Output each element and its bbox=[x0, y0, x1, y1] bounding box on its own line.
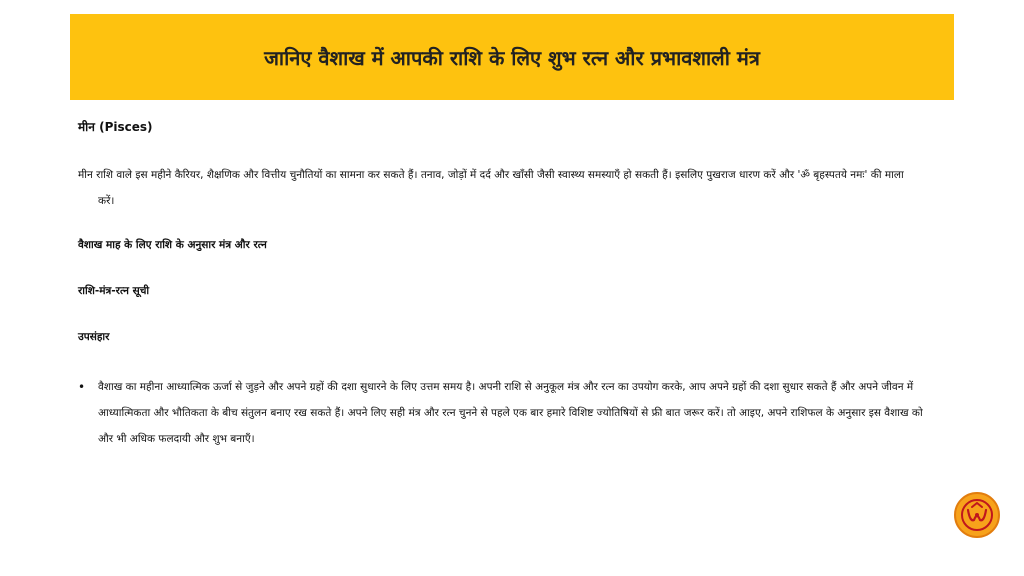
conclusion-list bbox=[78, 374, 938, 452]
logo-mark-icon bbox=[960, 498, 994, 532]
rashi-list-heading: राशि-मंत्र-रत्न सूची bbox=[78, 285, 150, 297]
sign-description bbox=[78, 162, 938, 214]
sign-description-line2: करें। bbox=[98, 195, 115, 207]
conclusion-text: वैशाख का महीना आध्यात्मिक ऊर्जा से जुड़ने और अपने ग्रहों की दशा सुधारने के लिए उत्तम समय है। अपनी राशि से अनुकूल मंत्र और रत्न का उपयोग करके, आप अपने ग्रहों की दशा सुधार सकते हैं और अपने जीवन में आध्यात्मिकता और भौतिकता के बीच संतुलन बनाए रख सकते हैं। अपने लिए सही मंत्र और रत्न चुनने से पहले एक बार हमारे विशिष्ट ज्योतिषियों से फ्री बात जरूर करें। तो आइए, अपने राशिफल के अनुसार इस वैशाख को और भी अधिक फलदायी और शुभ बनाएँ। bbox=[98, 381, 923, 445]
conclusion-heading: उपसंहार bbox=[78, 331, 110, 343]
month-mantra-heading: वैशाख माह के लिए राशि के अनुसार मंत्र और रत्न bbox=[78, 239, 267, 251]
page-title: जानिए वैशाख में आपकी राशि के लिए शुभ रत्न और प्रभावशाली मंत्र bbox=[264, 45, 760, 70]
list-item bbox=[78, 374, 938, 452]
title-banner bbox=[70, 14, 954, 100]
brand-logo-icon bbox=[954, 492, 1000, 538]
sign-heading: मीन (Pisces) bbox=[78, 120, 153, 134]
sign-description-line1: मीन राशि वाले इस महीने कैरियर, शैक्षणिक और वित्तीय चुनौतियों का सामना कर सकते हैं। तनाव, जोड़ों में दर्द और खाँसी जैसी स्वास्थ्य समस्याएँ हो सकती हैं। इसलिए पुखराज धारण करें और 'ॐ बृहस्पतये नमः' की माला bbox=[78, 169, 904, 181]
bullet-icon: • bbox=[78, 380, 86, 394]
